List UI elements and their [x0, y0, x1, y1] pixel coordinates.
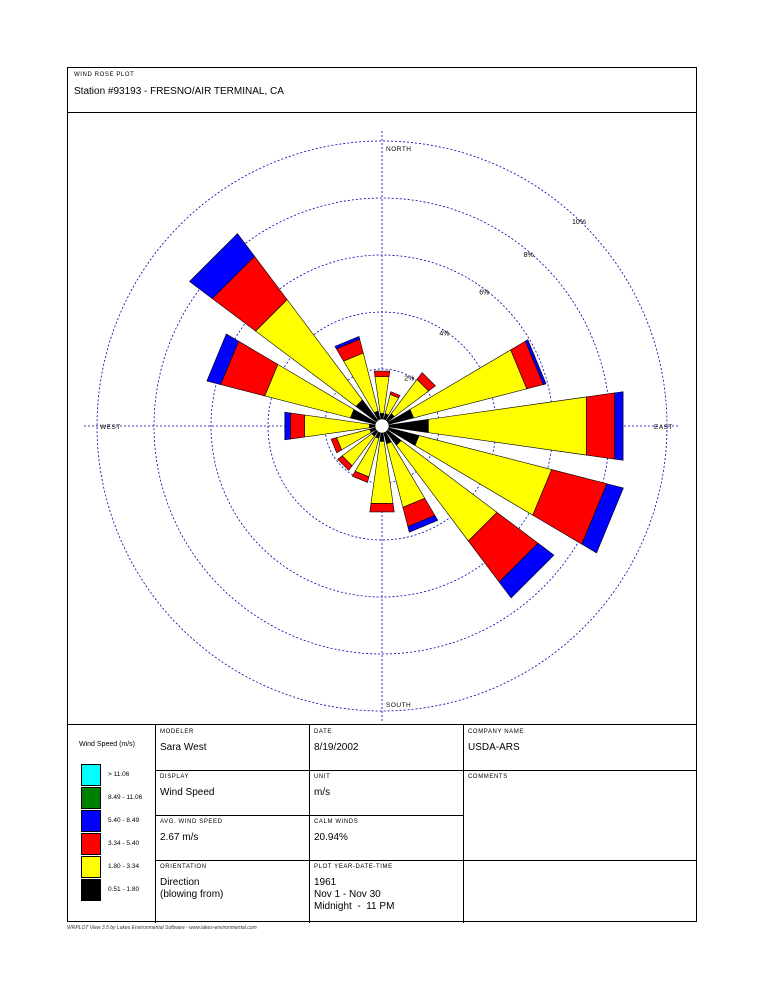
legend-swatch [81, 787, 101, 809]
compass-north: NORTH [386, 146, 412, 153]
legend-label: 8.49 - 11.06 [108, 794, 143, 801]
legend-swatch [81, 810, 101, 832]
date-label: DATE [314, 729, 332, 735]
petal-w-bin-2 [290, 413, 304, 439]
modeler-value: Sara West [160, 742, 207, 753]
modeler-label: MODELER [160, 729, 194, 735]
blank-cell [463, 860, 696, 923]
compass-west: WEST [100, 424, 121, 431]
compass-east: EAST [654, 424, 673, 431]
date-value: 8/19/2002 [314, 742, 359, 753]
plot-year-label: PLOT YEAR-DATE-TIME [314, 864, 393, 870]
calm-winds-cell [309, 815, 463, 860]
legend-swatch [81, 764, 101, 786]
company-label: COMPANY NAME [468, 729, 524, 735]
petal-e-bin-2 [586, 393, 614, 459]
petal-w-bin-0 [369, 424, 375, 428]
ring-label: 6% [479, 289, 490, 297]
legend-label: > 11.06 [108, 771, 130, 778]
calm-winds-value: 20.94% [314, 832, 348, 843]
orientation-value: Direction (blowing from) [160, 877, 224, 900]
legend-swatch [81, 856, 101, 878]
comments-cell [463, 770, 696, 860]
wind-rose-chart [68, 113, 696, 723]
compass-south: SOUTH [386, 702, 412, 709]
legend [68, 725, 155, 923]
legend-swatch [81, 879, 101, 901]
avg-speed-cell [155, 815, 309, 860]
calm-circle [375, 419, 389, 433]
display-cell [155, 770, 309, 815]
petal-s-bin-0 [380, 433, 384, 441]
display-value: Wind Speed [160, 787, 215, 798]
plot-year-cell [309, 860, 463, 923]
petals-group [190, 234, 624, 598]
station-title: Station #93193 - FRESNO/AIR TERMINAL, CA [74, 86, 284, 97]
petal-n-bin-0 [380, 413, 384, 419]
plot-header [68, 68, 696, 113]
ring-label: 4% [439, 330, 450, 338]
display-label: DISPLAY [160, 774, 190, 780]
petal-e-bin-3 [615, 392, 623, 461]
unit-cell [309, 770, 463, 815]
unit-label: UNIT [314, 774, 331, 780]
modeler-cell [155, 725, 309, 770]
date-cell [309, 725, 463, 770]
info-table [68, 724, 696, 923]
legend-label: 0.51 - 1.80 [108, 886, 140, 893]
ring-label: 10% [571, 218, 586, 226]
plot-caption: WIND ROSE PLOT [74, 72, 135, 78]
ring-label: 2% [404, 375, 415, 383]
orientation-label: ORIENTATION [160, 864, 207, 870]
unit-value: m/s [314, 787, 331, 798]
avg-speed-value: 2.67 m/s [160, 832, 199, 843]
petal-n-bin-2 [374, 371, 390, 377]
footer-credit: WRPLOT View 3.5 by Lakes Environmental Software - www.lakes-environmental.com [67, 925, 257, 931]
legend-label: 3.34 - 5.40 [108, 840, 140, 847]
petal-w-bin-3 [285, 412, 291, 440]
avg-speed-label: AVG. WIND SPEED [160, 819, 223, 825]
legend-label: 1.80 - 3.34 [108, 863, 140, 870]
comments-label: COMMENTS [468, 774, 508, 780]
company-cell [463, 725, 696, 770]
calm-winds-label: CALM WINDS [314, 819, 359, 825]
ring-label: 8% [523, 251, 534, 259]
plot-year-value: 1961 Nov 1 - Nov 30 Midnight - 11 PM [314, 877, 395, 912]
company-value: USDA-ARS [468, 742, 520, 753]
petal-s-bin-2 [370, 503, 394, 511]
orientation-cell [155, 860, 309, 923]
legend-swatch [81, 833, 101, 855]
legend-title: Wind Speed (m/s) [79, 741, 136, 748]
wind-rose-frame [67, 67, 697, 922]
legend-label: 5.40 - 8.49 [108, 817, 140, 824]
